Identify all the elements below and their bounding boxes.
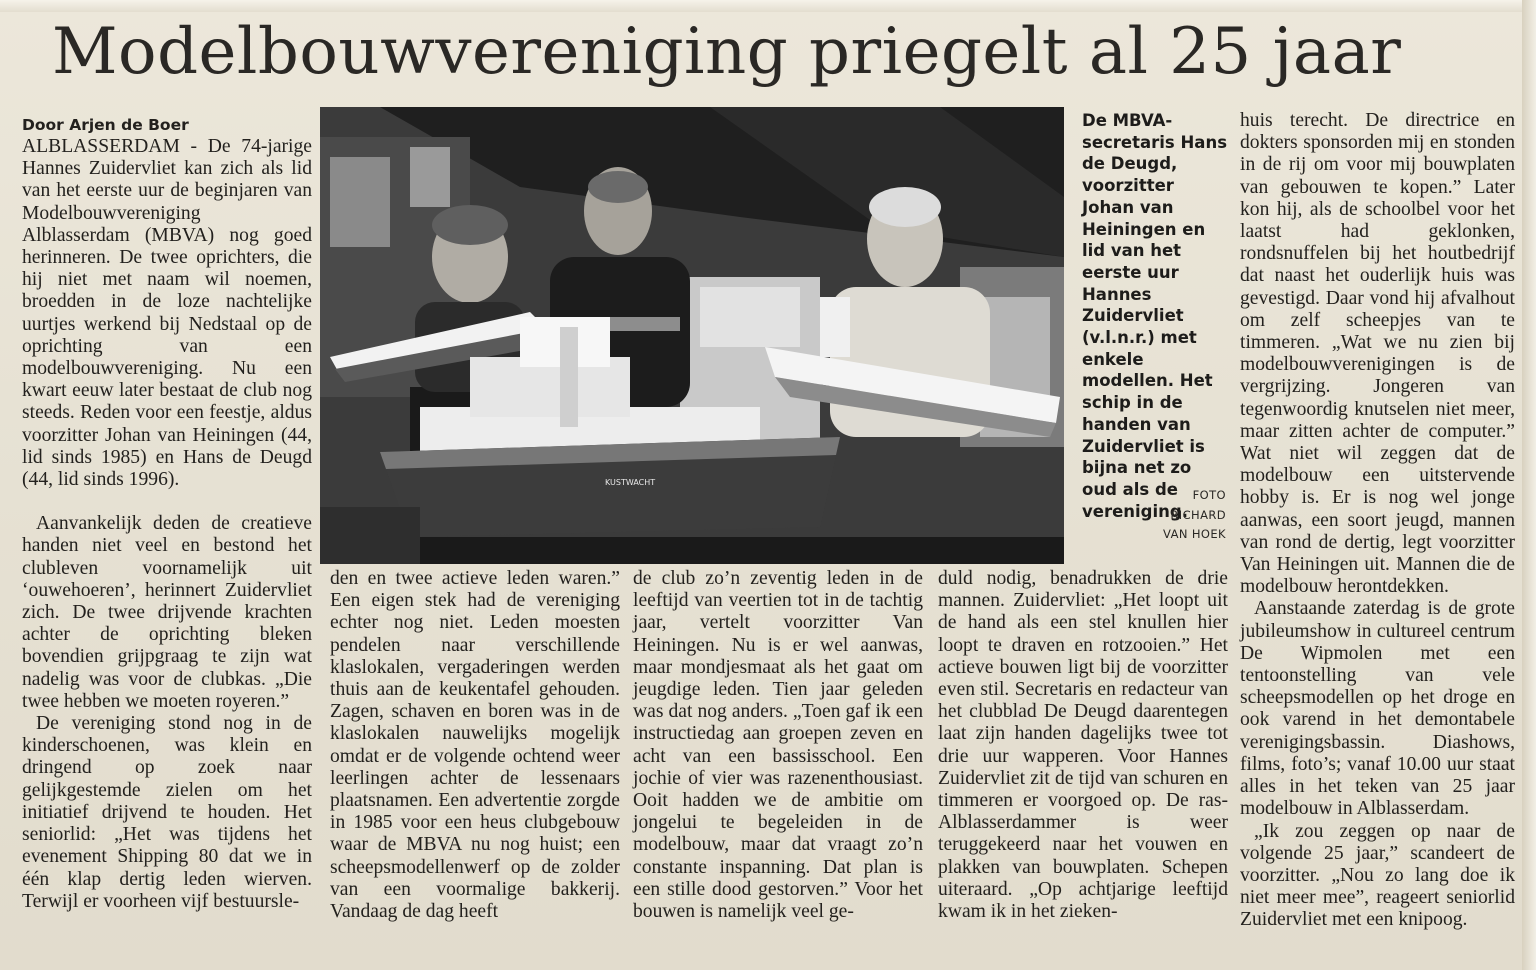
photo-credit — [1130, 486, 1226, 545]
col5-paragraph-2: Aanstaande zaterdag is de grote jubileumshow in cultureel centrum De Wipmolen met een tentoonstelling van vele scheepsmodellen op het droge en ook varend in het demontabele verenigingsbassin. Diashows, films, foto’s; vanaf 10.00 uur staat alles in het teken van 25 jaar modelbouw in Alblasserdam. — [1240, 598, 1515, 820]
photo-caption: De MBVA-secretaris Hans de Deugd, voorzitter Johan van Heiningen en lid van het eerste uur Hannes Zuidervliet (v.l.n.r.) met enkele modellen. Het schip in de handen van Zuidervliet is bijna net zo oud als de vereniging. — [1082, 111, 1228, 521]
dateline: ALBLASSERDAM — [22, 136, 180, 157]
article-photo — [320, 107, 1064, 564]
article-column-2 — [330, 568, 620, 923]
ship-hull-lettering: KUSTWACHT — [605, 478, 656, 487]
article-column-5 — [1240, 110, 1515, 932]
paper-right-edge — [1522, 0, 1536, 970]
article-column-1 — [22, 114, 312, 913]
col5-paragraph-3: „Ik zou zeggen op naar de volgende 25 jaar,” scandeert de voorzitter. „Nou zo lang doe ik niet meer mee”, reageert seniorlid Zuidervliet met een knipoog. — [1240, 820, 1515, 931]
credit-line-1: FOTO — [1192, 488, 1226, 502]
col2-text: den en twee actieve leden waren.” Een eigen stek had de vereniging echter nog niet. Leden moesten pendelen naar verschillende klaslokalen, vergaderingen werden thuis aan de keukentafel gehouden. Zagen, schaven en boren was in de klaslokalen nauwelijks mogelijk omdat er de volgende ochtend weer leerlingen achter de lessenaars plaatsnamen. Een advertentie zorgde in 1985 voor een heus clubgebouw waar de MBVA nu nog huist; een scheepsmodellenwerf op de zolder van een voormalige bakkerij. Vandaag de dag heeft — [330, 568, 620, 923]
paragraph-2: Aanvankelijk deden de creatieve handen niet veel en bestond het clubleven voornamelijk uit ‘ouwehoeren’, herinnert Zuidervliet zich. De twee drijvende krachten achter de oprichting bleken bovendien grijpgraag te zijn wat nadelig was voor de clubkas. „Die twee hebben we moeten royeren.” — [22, 513, 312, 712]
paragraph-3: De vereniging stond nog in de kinderschoenen, was klein en dringend op zoek naar gelijkgestemde zielen om het initiatief drijvend te houden. Het seniorlid: „Het was tijdens het evenement Shipping 80 dat we in één klap dertig leden wierven. Terwijl er voorheen vijf bestuursle- — [22, 713, 312, 912]
article-column-4 — [938, 568, 1228, 923]
lead-paragraph — [22, 136, 312, 491]
col5-paragraph-1: huis terecht. De directrice en dokters sponsorden mij en stonden in de rij om voor mij bouwplaten van gebouwen te kopen.” Later kon hij, als de schoolbel voor het laatst had geklonken, rondsnuffelen bij het houtbedrijf dat naast het ouderlijk huis was gevestigd. Daar vond hij afvalhout om zelf scheepjes van te timmeren. „Wat we nu zien bij modelbouwverenigingen is de vergrijzing. Jongeren van tegenwoordig knutselen niet meer, maar zitten achter de computer.” Wat niet wil zeggen dat de modelbouw een uitstervende hobby is. Er is nog wel jonge aanwas, een soort jeugd, mannen van rond de dertig, legt voorzitter Van Heiningen uit. Mannen die de modelbouw herontdekken. — [1240, 110, 1515, 598]
article-column-3 — [633, 568, 923, 923]
credit-line-3: VAN HOEK — [1163, 527, 1226, 541]
headline: Modelbouwvereniging priegelt al 25 jaar — [52, 15, 1402, 89]
lead-text: - De 74-jarige Hannes Zuidervliet kan zich als lid van het eerste uur de beginjaren van Modelbouwvereniging Alblasserdam (MBVA) nog goed herinneren. De twee oprichters, die hij niet met naam wil noemen, broedden in de loze nachtelijke uurtjes werkend bij Nedstaal op de oprichting van een modelbouwvereniging. Nu een kwart eeuw later bestaat de club nog steeds. Reden voor een feestje, aldus voorzitter Johan van Heiningen (44, lid sinds 1985) en Hans de Deugd (44, lid sinds 1996). — [22, 136, 312, 491]
col4-text: duld nodig, benadrukken de drie mannen. Zuidervliet: „Het loopt uit de hand als een stel knullen hier loopt te draven en rotzooien.” Het actieve bouwen ligt bij de voorzitter even stil. Secretaris en redacteur van het clubblad De Deugd daarentegen laat zijn handen dagelijks twee tot drie uur wapperen. Voor Hannes Zuidervliet zit de tijd van schuren en timmeren er voorgoed op. De ras-Alblasserdammer is weer teruggekeerd naar het vouwen en plakken van bouwplaten. Schepen uiteraard. „Op achtjarige leeftijd kwam ik in het zieken- — [938, 568, 1228, 923]
byline: Door Arjen de Boer — [22, 116, 189, 134]
credit-line-2: RICHARD — [1170, 507, 1226, 522]
col3-text: de club zo’n zeventig leden in de leeftijd van veertien tot in de tachtig jaar, vertelt voorzitter Van Heiningen. Nu is er wel aanwas, maar mondjesmaat als het gaat om jeugdige leden. Tien jaar geleden was dat nog anders. „Toen gaf ik een instructiedag aan groepen zeven en acht van een bassisschool. Een jochie of vier was razenenthousiast. Ooit hadden we de ambitie om jongelui te begeleiden in de modelbouw, maar dat vraagt zo’n constante inspanning. Dat plan is een stille dood gestorven.” Voor het bouwen is namelijk veel ge- — [633, 568, 923, 923]
